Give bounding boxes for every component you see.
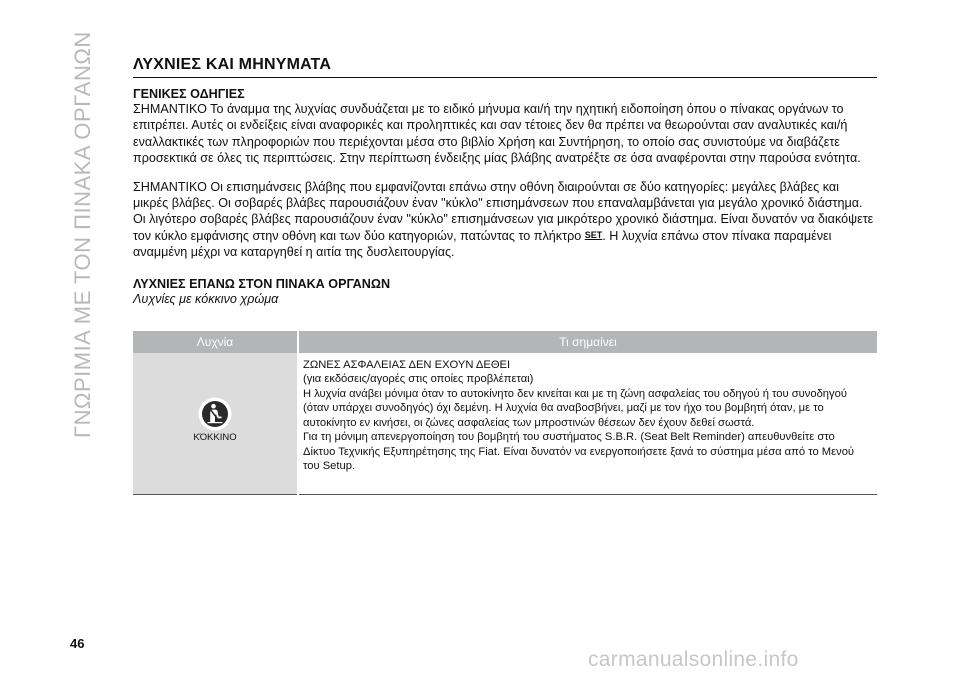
- general-paragraph-1: ΣΗΜΑΝΤΙΚΟ Το άναμμα της λυχνίας συνδυάζεται με το ειδικό μήνυμα και/ή την ηχητική ειδοποίηση όπου ο πίνακας οργάνων το επιτρέπει. Αυτές οι ενδείξεις είναι αναφορικές και προληπτικές και σαν τέτοιες δεν θα πρέπει να θεωρούνται σαν αναλυτικές και/ή εναλλακτικές των πληροφοριών που περιέχονται μέσα στο βιβλίο Χρήση και Συντήρηση, το οποίο σας συνιστούμε να διαβάζετε προσεκτικά σε όλες τις περιπτώσεις. Στην περίπτωση ένδειξης μίας βλάβης ανατρέξτε σε όσα αναφέρονται στην παρούσα ενότητα.: [133, 102, 861, 166]
- header-lamp: Λυχνία: [133, 331, 298, 353]
- header-meaning: Τι σημαίνει: [298, 331, 877, 353]
- lamp-color-label: ΚΌΚΚΙΝΟ: [193, 431, 237, 443]
- page-number: 46: [70, 636, 85, 651]
- lamp-description: [298, 353, 877, 495]
- seat-belt-warning-icon: [198, 397, 232, 431]
- paragraph-2-text-b: . Η λυχνία επάνω στον πίνακα παραμένει αναμμένη μέχρι να καταργηθεί η αιτία της δυσλειτουργίας.: [133, 228, 832, 260]
- section-subtitle: Λυχνίες με κόκκινο χρώμα: [133, 291, 279, 306]
- general-heading: ΓΕΝΙΚΕΣ ΟΔΗΓΙΕΣ: [133, 87, 245, 101]
- lamp-wrapper: [133, 397, 297, 443]
- table-header-row: [133, 331, 877, 353]
- section-heading: ΛΥΧΝΙΕΣ ΕΠΑΝΩ ΣΤΟΝ ΠΙΝΑΚΑ ΟΡΓΑΝΩΝ: [133, 276, 391, 291]
- description-line-behavior: Η λυχνία ανάβει μόνιμα όταν το αυτοκίνητο δεν κινείται και με τη ζώνη ασφαλείας του οδηγού ή του συνοδηγού (όταν υπάρχει συνοδηγός) όχι δεμένη. Η λυχνία θα αναβοσβήνει, μαζί με τον ήχο του βομβητή όταν, με το αυτοκίνητο εν κινήσει, οι ζώνες ασφαλείας των μπροστινών θέσεων δεν έχουν δεθεί σωστά.: [303, 387, 847, 429]
- set-key-icon: SET: [584, 229, 603, 240]
- general-paragraph-2: [133, 179, 877, 261]
- table-row: [133, 353, 877, 495]
- description-line-title: ΖΩΝΕΣ ΑΣΦΑΛΕΙΑΣ ΔΕΝ ΕΧΟΥΝ ΔΕΘΕΙ: [303, 358, 511, 371]
- paragraph-2-text-a: ΣΗΜΑΝΤΙΚΟ Οι επισημάνσεις βλάβης που εμφανίζονται επάνω στην οθόνη διαιρούνται σε δύο κατηγορίες: μεγάλες βλάβες και μικρές βλάβες. Οι σοβαρές βλάβες παρουσιάζουν έναν "κύκλο" επισημάνσεων που επαναλαμβάνεται για μεγάλο χρονικό διάστημα. Οι λιγότερο σοβαρές βλάβες παρουσιάζουν έναν "κύκλο" επισημάνσεων για μικρότερο χρονικό διάστημα. Είναι δυνατόν να διακόψετε τον κύκλο εμφάνισης στην οθόνη και των δύο κατηγοριών, πατώντας το πλήκτρο: [133, 179, 874, 243]
- description-line-sbr: Για τη μόνιμη απενεργοποίηση του βομβητή του συστήματος S.B.R. (Seat Belt Reminder) απευθυνθείτε στο Δίκτυο Τεχνικής Εξυπηρέτησης της Fiat. Είναι δυνατόν να ενεργοποιήσετε ξανά το σύστημα μέσα από το Μενού του Setup.: [303, 431, 855, 473]
- page-title: ΛΥΧΝΙΕΣ ΚΑΙ ΜΗΝΥΜΑΤΑ: [133, 56, 877, 78]
- watermark: carmanualsonline.info: [588, 648, 799, 671]
- page-content: [133, 56, 877, 495]
- lamp-cell: [133, 353, 298, 495]
- side-section-title: ΓΝΩΡΙΜΙΑ ΜΕ ΤΟΝ ΠΙΝΑΚΑ ΟΡΓΑΝΩΝ: [70, 31, 95, 438]
- warning-lights-table: [133, 331, 877, 495]
- description-line-note: (για εκδόσεις/αγορές στις οποίες προβλέπεται): [303, 373, 534, 386]
